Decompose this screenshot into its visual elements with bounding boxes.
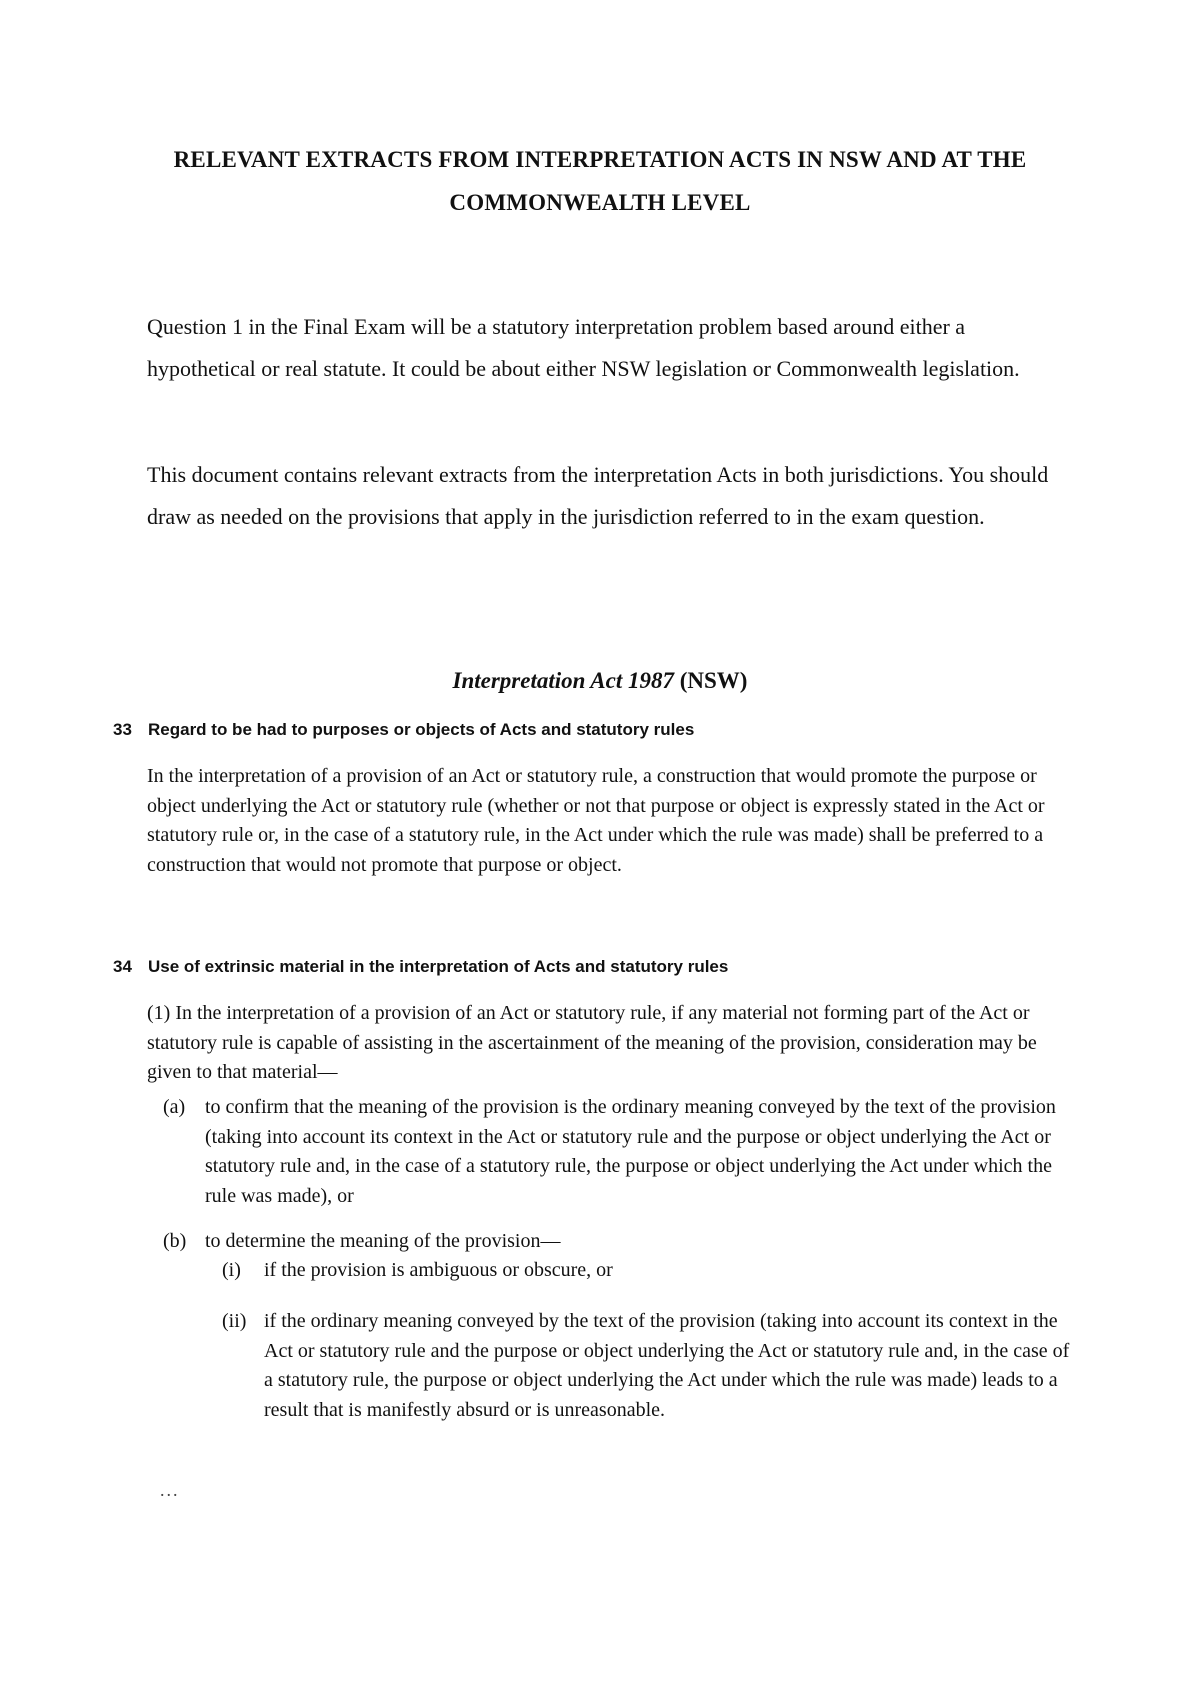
section-33-number: 33	[113, 720, 132, 739]
section-34-subsection-1: (1) In the interpretation of a provision of an Act or statutory rule, if any material not forming part of the Act or statutory rule is capable of assisting in the ascertainment of the meaning of the provision, consideration may be given to that material—	[147, 1002, 1037, 1083]
sub-i-text: if the provision is ambiguous or obscure, or	[264, 1259, 613, 1281]
section-33-title: Regard to be had to purposes or objects of Acts and statutory rules	[148, 720, 695, 739]
section-33-text: In the interpretation of a provision of an Act or statutory rule, a construction that would promote the purpose or object underlying the Act or statutory rule (whether or not that purpose or object is expressly stated in the Act or statutory rule or, in the case of a statutory rule, in the Act under which the rule was made) shall be preferred to a construction that would not promote that purpose or object.	[147, 765, 1045, 876]
para-b-label: (b)	[163, 1230, 187, 1252]
section-34-heading	[113, 957, 728, 977]
act-name: Interpretation Act 1987	[452, 668, 674, 693]
intro-paragraph-1: Question 1 in the Final Exam will be a statutory interpretation problem based around either a hypothetical or real statute. It could be about either NSW legislation or Commonwealth legislation.	[147, 314, 1020, 381]
sub-ii-text: if the ordinary meaning conveyed by the text of the provision (taking into account its context in the Act or statutory rule and the purpose or object underlying the Act or statutory rule and, in the case of a statutory rule, the purpose or object underlying the Act under which the rule was made) leads to a result that is manifestly absurd or is unreasonable.	[264, 1310, 1070, 1421]
document-title-line-2: COMMONWEALTH LEVEL	[449, 190, 751, 215]
para-a-label: (a)	[163, 1096, 186, 1118]
ellipsis: ...	[160, 1480, 180, 1500]
document-title-line-1: RELEVANT EXTRACTS FROM INTERPRETATION ACTS IN NSW AND AT THE	[173, 147, 1027, 172]
section-34-number: 34	[113, 957, 132, 976]
act-jurisdiction: (NSW)	[679, 668, 748, 693]
act-title	[0, 668, 1200, 694]
sub-i-label: (i)	[222, 1259, 241, 1281]
section-34-title: Use of extrinsic material in the interpretation of Acts and statutory rules	[148, 957, 729, 976]
para-a-text: to confirm that the meaning of the provision is the ordinary meaning conveyed by the text of the provision (taking into account its context in the Act or statutory rule and the purpose or object underlying the Act or statutory rule and, in the case of a statutory rule, the purpose or object underlying the Act under which the rule was made), or	[205, 1096, 1056, 1207]
sub-ii-label: (ii)	[222, 1310, 247, 1332]
intro-paragraph-2: This document contains relevant extracts from the interpretation Acts in both jurisdictions. You should draw as needed on the provisions that apply in the jurisdiction referred to in the exam question.	[147, 462, 1049, 529]
para-b-text: to determine the meaning of the provision—	[205, 1230, 561, 1252]
section-33-heading	[113, 720, 694, 740]
